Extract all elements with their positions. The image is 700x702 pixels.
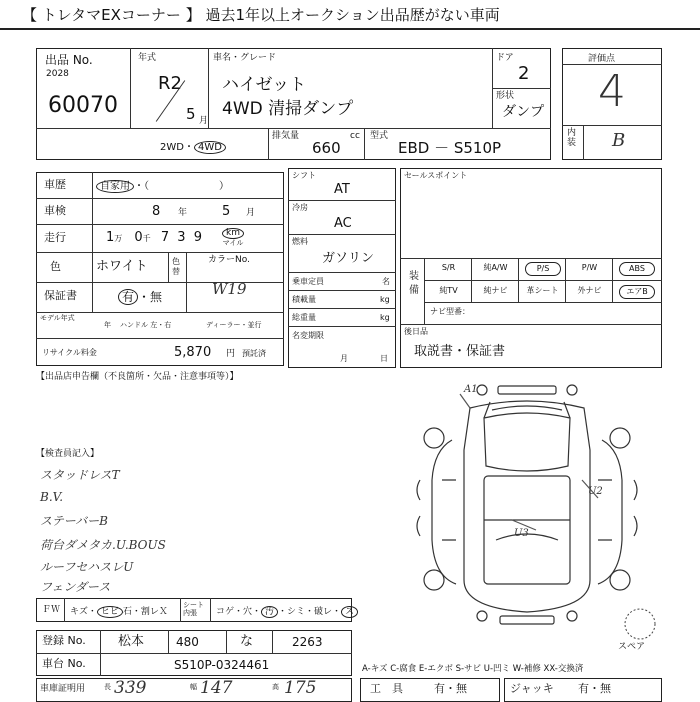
registration-number: 2263 — [292, 635, 323, 649]
cert-label: 車庫証明用 — [40, 684, 86, 694]
inspection-label: 車検 — [44, 204, 66, 217]
inspection-year: 8 — [152, 204, 161, 219]
year-label: 年式 — [138, 53, 157, 63]
banner: 【 トレタマEXコーナー 】 過去1年以上オークション出品歴がない車両 — [0, 0, 700, 30]
notes-header: 【出品店申告欄（不良箇所・欠品・注意事項等）】 — [36, 372, 239, 382]
capacity-label: 乗車定員 — [292, 277, 324, 286]
color-label: 色 — [50, 260, 61, 273]
damage-seat-label: シート内張 — [183, 601, 204, 617]
warranty-label: 保証書 — [44, 289, 77, 302]
equipment-row2-item-3: 外ナビ — [577, 286, 602, 295]
cert-width: 147 — [200, 678, 233, 698]
damage-glass: キズ・ ヒビ 石・割レＸ — [70, 607, 168, 617]
model-year-dealer: ディーラー・並行 — [206, 321, 262, 329]
inspection-month-unit: 月 — [246, 208, 256, 218]
mileage-value: 1万 0千 7 3 9 — [106, 230, 202, 245]
fuel-label: 燃料 — [292, 237, 308, 246]
displacement-value: 660 — [312, 139, 341, 157]
drive-2wd: 2WD・ — [160, 142, 194, 153]
ac-label: 冷房 — [292, 203, 308, 212]
interior-label: 内装 — [567, 128, 577, 148]
drive-options — [160, 138, 226, 153]
spec-block — [36, 172, 284, 366]
cert-height: 175 — [284, 678, 317, 698]
inspector-header: 【検査員記入】 — [36, 449, 100, 459]
registration-class: 480 — [176, 635, 199, 649]
weight-label: 総重量 — [292, 313, 316, 322]
inspection-year-unit: 年 — [178, 208, 188, 218]
color-change: 色替 — [172, 257, 180, 276]
damage-seat: コゲ・穴・ 汚 ・シミ・破レ・ ス — [216, 604, 358, 617]
equipment-row1-item-0: S/R — [441, 263, 456, 272]
model-year-handle: ハンドル 左・右 — [120, 321, 172, 329]
displacement-label: 排気量 — [272, 131, 300, 141]
later-value: 取説書・保証書 — [414, 344, 506, 359]
mileage-unit: km マイル — [222, 228, 244, 247]
navi-label: ナビ型番： — [430, 307, 470, 316]
rating-score: 4 — [598, 66, 626, 117]
drive-4wd: 4WD — [194, 141, 226, 154]
car-diagram — [412, 380, 642, 630]
fuel-value: ガソリン — [322, 251, 375, 266]
registration-kana: な — [240, 634, 254, 649]
equipment-row2-item-4: エアB — [619, 285, 655, 299]
shape-value: ダンプ — [502, 104, 545, 120]
color-no-value: W19 — [212, 280, 247, 298]
damage-legend: A-キズ C-腐食 E-エクボ S-サビ U-凹ミ W-補修 XX-交換済 — [362, 664, 584, 674]
lot-number: 60070 — [48, 93, 118, 118]
doors-value: 2 — [518, 63, 530, 84]
load-label: 積載量 — [292, 295, 316, 304]
cert-height-label: 高 — [272, 683, 279, 691]
year-month: 5 — [186, 105, 196, 123]
diagram-mark-u2: U2 — [588, 486, 603, 497]
inspector-note-2: ステーバーB — [40, 514, 108, 528]
inspector-note-1: B.V. — [40, 490, 64, 504]
registration-place: 松本 — [118, 634, 145, 649]
jack-value: 有・無 — [578, 682, 611, 695]
cert-length: 339 — [114, 678, 147, 698]
warranty-value: 有 ・無 — [118, 288, 162, 305]
year-era: R2 — [158, 73, 182, 94]
later-label: 後日品 — [404, 327, 428, 336]
equipment-row2-item-0: 純TV — [439, 286, 458, 295]
displacement-unit: cc — [350, 131, 360, 141]
damage-fw: ＦＷ — [42, 605, 61, 615]
lot-label: 出品 No. — [45, 53, 93, 67]
type-value: EBD － S510P — [398, 139, 502, 157]
diagram-mark-u3: U3 — [514, 528, 529, 539]
rating-label: 評価点 — [588, 54, 616, 64]
change-period-day: 日 — [380, 354, 388, 363]
model-name: ハイゼット — [222, 75, 307, 95]
equipment-row2-item-2: 革シート — [526, 286, 559, 295]
recycle-note: 預託済 — [242, 349, 266, 358]
registration-label: 登録 No. — [42, 634, 86, 647]
year-month-unit: 月 — [199, 116, 209, 126]
ac-value: AC — [334, 216, 352, 231]
inspector-note-5: フェンダース — [40, 580, 111, 594]
equipment-row1-item-4: ABS — [619, 262, 655, 276]
capacity-unit: 名 — [382, 277, 390, 286]
chassis-value: S510P-0324461 — [174, 658, 270, 672]
jack-label: ジャッキ — [510, 682, 554, 695]
spare-tire-icon — [620, 606, 660, 642]
interior-value: B — [612, 130, 626, 151]
color-no-label: カラーNo. — [208, 255, 250, 265]
shape-label: 形状 — [496, 91, 515, 101]
equipment-row1-item-2: P/S — [525, 262, 561, 276]
history-label: 車歴 — [44, 178, 66, 191]
equipment-label: 装備 — [409, 271, 419, 296]
lot-code: 2028 — [46, 69, 69, 79]
equipment-row2-item-1: 純ナビ — [483, 286, 508, 295]
recycle-value: 5,870 — [174, 345, 212, 360]
doors-label: ドア — [496, 53, 514, 63]
model-grade: 4WD 清掃ダンプ — [222, 99, 354, 119]
sales-point-label: セールスポイント — [404, 171, 468, 180]
inspection-month: 5 — [222, 204, 231, 219]
cert-length-label: 長 — [104, 683, 111, 691]
recycle-label: リサイクル料金 — [42, 348, 97, 357]
change-period-month: 月 — [340, 354, 348, 363]
mileage-label: 走行 — [44, 231, 66, 244]
tools-label: 工 具 — [370, 682, 403, 695]
diagram-mark-a: A1 — [464, 384, 478, 395]
cert-width-label: 幅 — [190, 683, 197, 691]
change-period-label: 名変期限 — [292, 331, 324, 340]
type-label: 型式 — [370, 131, 389, 141]
color-value: ホワイト — [96, 259, 148, 274]
inspector-note-3: 荷台ダメタカ.U.BOUS — [40, 538, 166, 552]
recycle-unit: 円 — [226, 349, 236, 359]
equipment-row1-item-1: 純A/W — [483, 263, 508, 272]
shift-label: シフト — [292, 171, 316, 180]
spare-label: スペア — [618, 642, 646, 652]
tools-value: 有・無 — [434, 682, 467, 695]
model-year-label: モデル年式 — [40, 314, 75, 322]
model-label: 車名・グレード — [213, 53, 277, 63]
model-year-unit: 年 — [104, 321, 111, 329]
load-unit: kg — [380, 295, 390, 304]
chassis-label: 車台 No. — [42, 657, 86, 670]
history-value: 自家用 ・（ ） — [96, 177, 229, 192]
shift-value: AT — [334, 182, 350, 197]
inspector-note-4: ルーフセハスレU — [40, 560, 134, 574]
equipment-row1-item-3: P/W — [581, 263, 598, 272]
weight-unit: kg — [380, 313, 390, 322]
inspector-note-0: スタッドレスT — [40, 468, 120, 482]
